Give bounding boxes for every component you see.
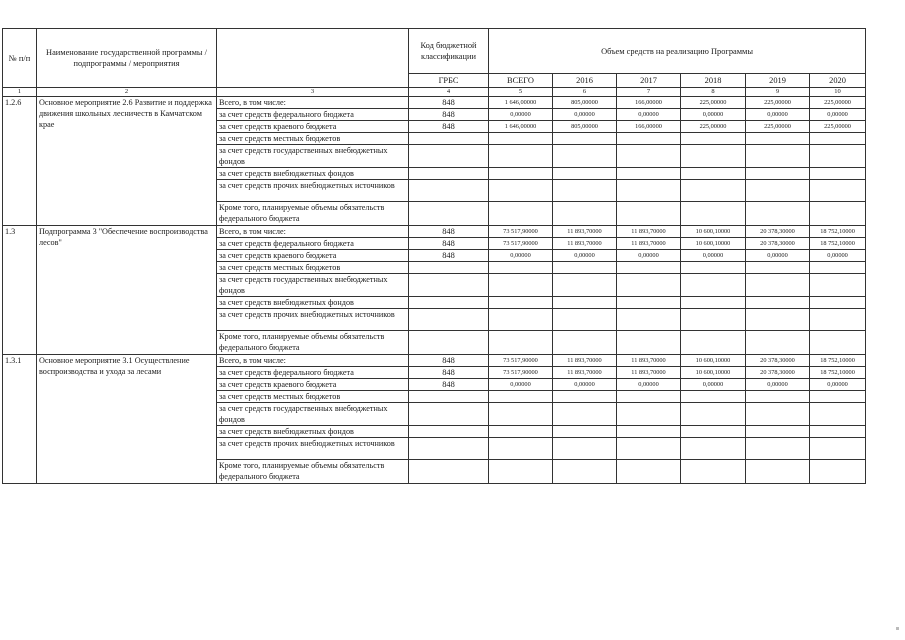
grbs-code: 848 bbox=[409, 367, 489, 379]
funding-source: за счет средств местных бюджетов bbox=[217, 262, 409, 274]
year-value: 10 600,10000 bbox=[681, 367, 746, 379]
header-total: ВСЕГО bbox=[489, 74, 553, 88]
year-value bbox=[553, 460, 617, 484]
grbs-code: 848 bbox=[409, 226, 489, 238]
year-value: 0,00000 bbox=[746, 379, 810, 391]
year-value bbox=[617, 168, 681, 180]
total-value bbox=[489, 403, 553, 426]
year-value: 0,00000 bbox=[681, 109, 746, 121]
total-value: 1 646,00000 bbox=[489, 121, 553, 133]
year-value: 10 600,10000 bbox=[681, 226, 746, 238]
year-value: 11 893,70000 bbox=[617, 355, 681, 367]
program-title: Основное мероприятие 2.6 Развитие и поддержка движения школьных лесничеств в Камчатском крае bbox=[37, 97, 217, 226]
total-value bbox=[489, 133, 553, 145]
header-num: № п/п bbox=[3, 29, 37, 88]
year-value: 225,00000 bbox=[746, 97, 810, 109]
year-value bbox=[746, 309, 810, 331]
year-value bbox=[553, 403, 617, 426]
total-value bbox=[489, 309, 553, 331]
year-value bbox=[681, 145, 746, 168]
year-value bbox=[617, 133, 681, 145]
year-value bbox=[681, 262, 746, 274]
total-value bbox=[489, 168, 553, 180]
year-value: 10 600,10000 bbox=[681, 238, 746, 250]
header-year: 2020 bbox=[810, 74, 866, 88]
grbs-code bbox=[409, 460, 489, 484]
grbs-code bbox=[409, 145, 489, 168]
year-value bbox=[681, 202, 746, 226]
year-value: 0,00000 bbox=[553, 250, 617, 262]
col-number: 8 bbox=[681, 88, 746, 97]
header-year: 2017 bbox=[617, 74, 681, 88]
year-value: 225,00000 bbox=[681, 97, 746, 109]
grbs-code: 848 bbox=[409, 121, 489, 133]
year-value bbox=[746, 168, 810, 180]
year-value bbox=[810, 180, 866, 202]
col-number: 5 bbox=[489, 88, 553, 97]
year-value bbox=[746, 297, 810, 309]
table-row bbox=[3, 226, 866, 238]
total-value bbox=[489, 274, 553, 297]
year-value bbox=[681, 403, 746, 426]
funding-source: за счет средств местных бюджетов bbox=[217, 133, 409, 145]
year-value bbox=[681, 391, 746, 403]
col-number: 4 bbox=[409, 88, 489, 97]
year-value bbox=[617, 403, 681, 426]
year-value bbox=[810, 168, 866, 180]
funding-source: Кроме того, планируемые объемы обязательств федерального бюджета bbox=[217, 202, 409, 226]
grbs-code bbox=[409, 133, 489, 145]
table-row bbox=[3, 355, 866, 367]
row-index: 1.3 bbox=[3, 226, 37, 355]
year-value bbox=[681, 426, 746, 438]
year-value bbox=[617, 145, 681, 168]
year-value bbox=[681, 133, 746, 145]
funding-source: Кроме того, планируемые объемы обязательств федерального бюджета bbox=[217, 331, 409, 355]
funding-source: за счет средств прочих внебюджетных источников bbox=[217, 180, 409, 202]
grbs-code bbox=[409, 262, 489, 274]
total-value bbox=[489, 331, 553, 355]
year-value bbox=[617, 460, 681, 484]
year-value bbox=[681, 297, 746, 309]
grbs-code bbox=[409, 309, 489, 331]
header-name: Наименование государственной программы / подпрограммы / мероприятия bbox=[37, 29, 217, 88]
year-value bbox=[810, 426, 866, 438]
grbs-code bbox=[409, 202, 489, 226]
year-value bbox=[617, 438, 681, 460]
funding-source: за счет средств государственных внебюджетных фондов bbox=[217, 274, 409, 297]
year-value: 0,00000 bbox=[810, 379, 866, 391]
col-number: 6 bbox=[553, 88, 617, 97]
funding-source: за счет средств федерального бюджета bbox=[217, 238, 409, 250]
header-blank bbox=[217, 29, 409, 88]
funding-source: Кроме того, планируемые объемы обязательств федерального бюджета bbox=[217, 460, 409, 484]
total-value: 0,00000 bbox=[489, 109, 553, 121]
year-value: 0,00000 bbox=[681, 250, 746, 262]
funding-source: за счет средств прочих внебюджетных источников bbox=[217, 309, 409, 331]
year-value: 225,00000 bbox=[746, 121, 810, 133]
year-value bbox=[681, 309, 746, 331]
year-value: 0,00000 bbox=[553, 379, 617, 391]
col-number: 10 bbox=[810, 88, 866, 97]
header-code: Код бюджетной классификации bbox=[409, 29, 489, 74]
year-value: 0,00000 bbox=[810, 250, 866, 262]
year-value: 0,00000 bbox=[617, 379, 681, 391]
year-value: 805,00000 bbox=[553, 121, 617, 133]
grbs-code: 848 bbox=[409, 250, 489, 262]
funding-source: за счет средств внебюджетных фондов bbox=[217, 426, 409, 438]
program-title: Подпрограмма 3 "Обеспечение воспроизводства лесов" bbox=[37, 226, 217, 355]
column-number-row bbox=[3, 88, 866, 97]
header-row bbox=[3, 29, 866, 74]
year-value bbox=[553, 274, 617, 297]
total-value bbox=[489, 460, 553, 484]
year-value bbox=[810, 331, 866, 355]
year-value bbox=[553, 133, 617, 145]
year-value: 225,00000 bbox=[681, 121, 746, 133]
grbs-code: 848 bbox=[409, 238, 489, 250]
year-value bbox=[746, 180, 810, 202]
header-year: 2019 bbox=[746, 74, 810, 88]
year-value bbox=[810, 133, 866, 145]
total-value bbox=[489, 438, 553, 460]
row-index: 1.2.6 bbox=[3, 97, 37, 226]
grbs-code bbox=[409, 168, 489, 180]
year-value: 166,00000 bbox=[617, 97, 681, 109]
year-value: 11 893,70000 bbox=[553, 367, 617, 379]
grbs-code bbox=[409, 297, 489, 309]
year-value bbox=[681, 168, 746, 180]
year-value bbox=[810, 297, 866, 309]
year-value: 805,00000 bbox=[553, 97, 617, 109]
grbs-code bbox=[409, 391, 489, 403]
year-value: 0,00000 bbox=[553, 109, 617, 121]
year-value bbox=[746, 438, 810, 460]
year-value bbox=[746, 331, 810, 355]
year-value bbox=[617, 426, 681, 438]
year-value bbox=[810, 145, 866, 168]
year-value: 11 893,70000 bbox=[617, 367, 681, 379]
table-row bbox=[3, 97, 866, 109]
scan-speck bbox=[896, 627, 899, 630]
year-value bbox=[746, 202, 810, 226]
year-value bbox=[810, 438, 866, 460]
grbs-code bbox=[409, 403, 489, 426]
col-number: 3 bbox=[217, 88, 409, 97]
year-value bbox=[617, 202, 681, 226]
total-value bbox=[489, 297, 553, 309]
total-value bbox=[489, 145, 553, 168]
year-value bbox=[746, 391, 810, 403]
year-value bbox=[617, 274, 681, 297]
year-value: 11 893,70000 bbox=[553, 238, 617, 250]
year-value bbox=[617, 391, 681, 403]
funding-source: за счет средств внебюджетных фондов bbox=[217, 297, 409, 309]
year-value: 11 893,70000 bbox=[617, 226, 681, 238]
year-value bbox=[810, 274, 866, 297]
year-value bbox=[681, 274, 746, 297]
funding-source: за счет средств прочих внебюджетных источников bbox=[217, 438, 409, 460]
total-value bbox=[489, 202, 553, 226]
table-body bbox=[3, 29, 866, 484]
year-value: 20 378,30000 bbox=[746, 226, 810, 238]
total-value: 0,00000 bbox=[489, 250, 553, 262]
year-value bbox=[810, 202, 866, 226]
total-value: 73 517,90000 bbox=[489, 226, 553, 238]
year-value bbox=[553, 309, 617, 331]
year-value: 0,00000 bbox=[617, 109, 681, 121]
year-value bbox=[617, 180, 681, 202]
row-index: 1.3.1 bbox=[3, 355, 37, 484]
funding-source: за счет средств государственных внебюджетных фондов bbox=[217, 403, 409, 426]
year-value bbox=[681, 331, 746, 355]
year-value bbox=[681, 438, 746, 460]
total-value: 73 517,90000 bbox=[489, 367, 553, 379]
total-value: 0,00000 bbox=[489, 379, 553, 391]
year-value bbox=[553, 168, 617, 180]
year-value bbox=[681, 460, 746, 484]
year-value: 0,00000 bbox=[810, 109, 866, 121]
funding-source: Всего, в том числе: bbox=[217, 97, 409, 109]
funding-source: за счет средств федерального бюджета bbox=[217, 109, 409, 121]
year-value bbox=[746, 145, 810, 168]
year-value: 225,00000 bbox=[810, 121, 866, 133]
year-value bbox=[810, 309, 866, 331]
grbs-code: 848 bbox=[409, 379, 489, 391]
col-number: 1 bbox=[3, 88, 37, 97]
grbs-code: 848 bbox=[409, 109, 489, 121]
year-value bbox=[746, 403, 810, 426]
year-value bbox=[746, 262, 810, 274]
year-value bbox=[553, 297, 617, 309]
funding-source: Всего, в том числе: bbox=[217, 355, 409, 367]
grbs-code bbox=[409, 180, 489, 202]
year-value: 225,00000 bbox=[810, 97, 866, 109]
header-year: 2016 bbox=[553, 74, 617, 88]
funding-source: за счет средств федерального бюджета bbox=[217, 367, 409, 379]
year-value bbox=[746, 274, 810, 297]
year-value: 18 752,10000 bbox=[810, 226, 866, 238]
year-value bbox=[553, 202, 617, 226]
year-value: 10 600,10000 bbox=[681, 355, 746, 367]
year-value: 0,00000 bbox=[617, 250, 681, 262]
total-value bbox=[489, 180, 553, 202]
year-value bbox=[810, 460, 866, 484]
year-value bbox=[553, 262, 617, 274]
col-number: 9 bbox=[746, 88, 810, 97]
total-value: 73 517,90000 bbox=[489, 355, 553, 367]
year-value: 18 752,10000 bbox=[810, 355, 866, 367]
year-value bbox=[617, 297, 681, 309]
year-value: 18 752,10000 bbox=[810, 238, 866, 250]
year-value: 18 752,10000 bbox=[810, 367, 866, 379]
year-value bbox=[810, 403, 866, 426]
year-value bbox=[681, 180, 746, 202]
year-value: 166,00000 bbox=[617, 121, 681, 133]
year-value: 20 378,30000 bbox=[746, 355, 810, 367]
year-value: 0,00000 bbox=[746, 250, 810, 262]
program-title: Основное мероприятие 3.1 Осуществление воспроизводства и ухода за лесами bbox=[37, 355, 217, 484]
total-value: 73 517,90000 bbox=[489, 238, 553, 250]
year-value bbox=[746, 460, 810, 484]
year-value bbox=[553, 426, 617, 438]
total-value: 1 646,00000 bbox=[489, 97, 553, 109]
year-value: 11 893,70000 bbox=[553, 226, 617, 238]
year-value bbox=[617, 262, 681, 274]
funding-source: за счет средств государственных внебюджетных фондов bbox=[217, 145, 409, 168]
header-funding: Объем средств на реализацию Программы bbox=[489, 29, 866, 74]
year-value: 11 893,70000 bbox=[617, 238, 681, 250]
grbs-code bbox=[409, 331, 489, 355]
year-value bbox=[746, 426, 810, 438]
year-value bbox=[617, 331, 681, 355]
year-value bbox=[553, 438, 617, 460]
year-value bbox=[810, 262, 866, 274]
funding-source: Всего, в том числе: bbox=[217, 226, 409, 238]
year-value bbox=[746, 133, 810, 145]
year-value bbox=[617, 309, 681, 331]
header-year: 2018 bbox=[681, 74, 746, 88]
header-grbs: ГРБС bbox=[409, 74, 489, 88]
grbs-code: 848 bbox=[409, 355, 489, 367]
year-value bbox=[553, 180, 617, 202]
year-value: 20 378,30000 bbox=[746, 238, 810, 250]
year-value bbox=[810, 391, 866, 403]
grbs-code bbox=[409, 438, 489, 460]
budget-table bbox=[2, 28, 866, 484]
grbs-code bbox=[409, 274, 489, 297]
year-value: 0,00000 bbox=[746, 109, 810, 121]
funding-source: за счет средств внебюджетных фондов bbox=[217, 168, 409, 180]
grbs-code: 848 bbox=[409, 97, 489, 109]
total-value bbox=[489, 391, 553, 403]
col-number: 7 bbox=[617, 88, 681, 97]
funding-source: за счет средств краевого бюджета bbox=[217, 121, 409, 133]
funding-source: за счет средств краевого бюджета bbox=[217, 250, 409, 262]
year-value: 20 378,30000 bbox=[746, 367, 810, 379]
year-value bbox=[553, 145, 617, 168]
year-value: 0,00000 bbox=[681, 379, 746, 391]
funding-source: за счет средств краевого бюджета bbox=[217, 379, 409, 391]
year-value: 11 893,70000 bbox=[553, 355, 617, 367]
total-value bbox=[489, 262, 553, 274]
col-number: 2 bbox=[37, 88, 217, 97]
total-value bbox=[489, 426, 553, 438]
funding-source: за счет средств местных бюджетов bbox=[217, 391, 409, 403]
grbs-code bbox=[409, 426, 489, 438]
year-value bbox=[553, 391, 617, 403]
year-value bbox=[553, 331, 617, 355]
